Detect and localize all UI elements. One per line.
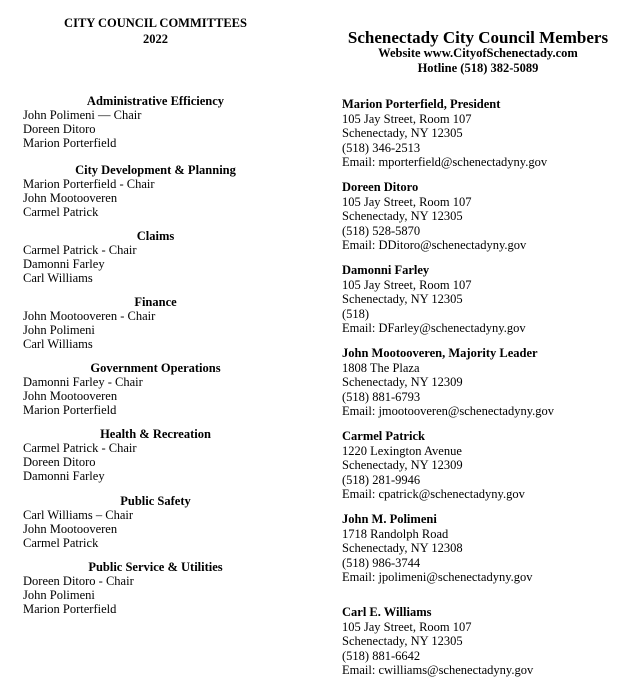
committee-health-recreation — [23, 427, 288, 483]
member-phone: (518) 528-5870 — [342, 223, 421, 238]
member-phone: (518) 986-3744 — [342, 555, 421, 570]
committee-member: Carmel Patrick - Chair — [23, 441, 137, 455]
committee-city-development-planning — [23, 163, 288, 219]
committee-member: John Polimeni — [23, 588, 95, 602]
member-address: 105 Jay Street, Room 107 — [342, 619, 472, 634]
member-phone: (518) 346-2513 — [342, 140, 421, 155]
member-city: Schenectady, NY 12305 — [342, 634, 463, 648]
member-address: 105 Jay Street, Room 107 — [342, 111, 472, 126]
member-phone: (518) — [342, 306, 370, 321]
committee-finance — [23, 295, 288, 351]
member-name: Carl E. Williams — [342, 605, 432, 619]
member-email: Email: cwilliams@schenectadyny.gov — [342, 663, 534, 677]
member-name: Doreen Ditoro — [342, 180, 419, 194]
committee-member: John Polimeni — Chair — [23, 108, 142, 122]
member-name: Marion Porterfield, President — [342, 97, 501, 111]
committee-public-service-utilities — [23, 560, 288, 616]
committee-member: Marion Porterfield — [23, 602, 117, 616]
committees-title: CITY COUNCIL COMMITTEES — [64, 16, 247, 30]
committee-member: John Mootooveren - Chair — [23, 309, 156, 323]
committee-member: Marion Porterfield — [23, 403, 117, 417]
member-phone: (518) 881-6793 — [342, 389, 421, 404]
committee-administrative-efficiency — [23, 94, 288, 150]
member-phone: (518) 281-9946 — [342, 472, 421, 487]
member-city: Schenectady, NY 12309 — [342, 458, 463, 472]
committee-member: John Polimeni — [23, 323, 95, 337]
member-card — [342, 97, 632, 170]
member-name: John M. Polimeni — [342, 512, 437, 526]
committee-claims — [23, 229, 288, 285]
member-email: Email: jmootooveren@schenectadyny.gov — [342, 404, 555, 418]
member-city: Schenectady, NY 12305 — [342, 209, 463, 223]
committee-member: Doreen Ditoro — [23, 455, 96, 469]
committee-member: Marion Porterfield - Chair — [23, 177, 155, 191]
committee-title: Health & Recreation — [100, 427, 211, 441]
member-city: Schenectady, NY 12305 — [342, 292, 463, 306]
committee-member: Doreen Ditoro — [23, 122, 96, 136]
committee-member: Carl Williams – Chair — [23, 508, 134, 522]
member-card — [342, 512, 632, 585]
committee-title: Finance — [134, 295, 177, 309]
member-card — [342, 180, 632, 253]
committee-title: Public Service & Utilities — [88, 560, 223, 574]
committee-member: John Mootooveren — [23, 522, 118, 536]
committee-member: Carl Williams — [23, 337, 93, 351]
member-name: Carmel Patrick — [342, 429, 425, 443]
committee-member: Damonni Farley - Chair — [23, 375, 143, 389]
committee-title: City Development & Planning — [75, 163, 236, 177]
member-address: 1220 Lexington Avenue — [342, 443, 462, 458]
member-address: 105 Jay Street, Room 107 — [342, 194, 472, 209]
committee-title: Public Safety — [120, 494, 191, 508]
committee-member: Marion Porterfield — [23, 136, 117, 150]
committee-member: Damonni Farley — [23, 469, 105, 483]
committee-member: Damonni Farley — [23, 257, 105, 271]
member-city: Schenectady, NY 12309 — [342, 375, 463, 389]
member-card — [342, 346, 632, 419]
member-city: Schenectady, NY 12305 — [342, 126, 463, 140]
member-email: Email: cpatrick@schenectadyny.gov — [342, 487, 525, 501]
website-line: Website www.CityofSchenectady.com — [378, 46, 578, 60]
committee-title: Claims — [136, 229, 175, 243]
committee-member: John Mootooveren — [23, 389, 118, 403]
committees-year: 2022 — [143, 32, 168, 46]
member-card — [342, 605, 632, 678]
committee-member: Doreen Ditoro - Chair — [23, 574, 134, 588]
committee-member: Carmel Patrick — [23, 205, 99, 219]
member-email: Email: DDitoro@schenectadyny.gov — [342, 238, 527, 252]
committee-title: Government Operations — [90, 361, 221, 375]
committee-government-operations — [23, 361, 288, 417]
member-city: Schenectady, NY 12308 — [342, 541, 463, 555]
member-name: John Mootooveren, Majority Leader — [342, 346, 538, 360]
member-address: 1718 Randolph Road — [342, 526, 449, 541]
committee-member: John Mootooveren — [23, 191, 118, 205]
committee-public-safety — [23, 494, 288, 550]
hotline-line: Hotline (518) 382-5089 — [417, 61, 539, 75]
members-title: Schenectady City Council Members — [347, 28, 609, 47]
member-phone: (518) 881-6642 — [342, 648, 421, 663]
committee-member: Carl Williams — [23, 271, 93, 285]
member-email: Email: mporterfield@schenectadyny.gov — [342, 155, 548, 169]
member-email: Email: DFarley@schenectadyny.gov — [342, 321, 526, 335]
member-card — [342, 429, 632, 502]
member-address: 1808 The Plaza — [342, 360, 420, 375]
member-email: Email: jpolimeni@schenectadyny.gov — [342, 570, 533, 584]
committee-title: Administrative Efficiency — [86, 94, 225, 108]
member-address: 105 Jay Street, Room 107 — [342, 277, 472, 292]
committee-member: Carmel Patrick — [23, 536, 99, 550]
member-card — [342, 263, 632, 336]
member-name: Damonni Farley — [342, 263, 430, 277]
committee-member: Carmel Patrick - Chair — [23, 243, 137, 257]
